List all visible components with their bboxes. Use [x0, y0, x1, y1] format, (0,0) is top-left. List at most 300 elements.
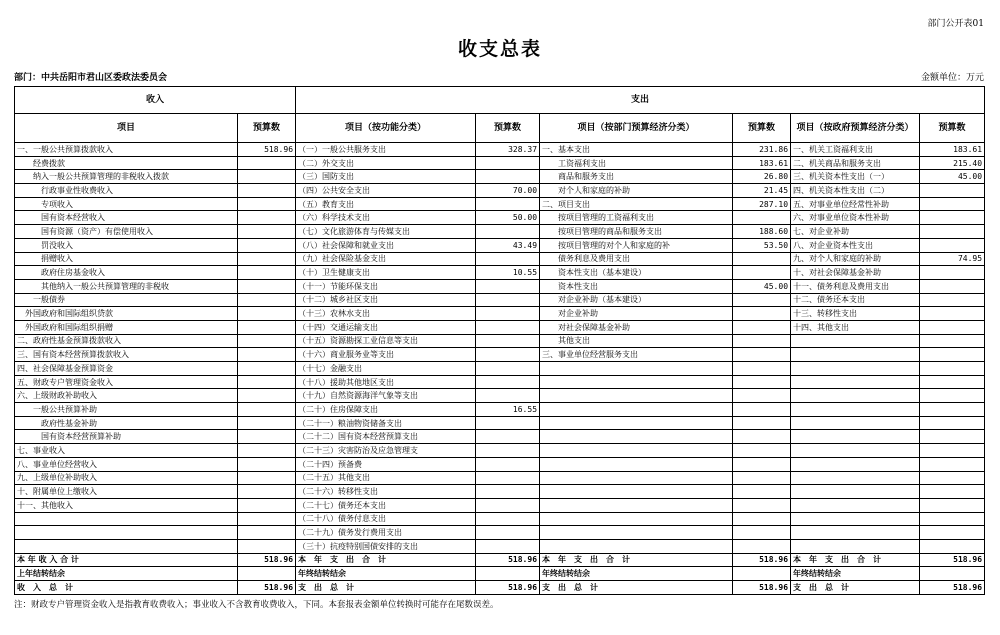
table-row — [15, 416, 985, 430]
budget-cell — [733, 498, 791, 512]
col-header-item: 项目 — [15, 114, 238, 143]
item-cell: 支 出 总 计 — [540, 581, 733, 595]
budget-cell — [476, 307, 540, 321]
table-row — [15, 252, 985, 266]
table-row — [15, 444, 985, 458]
budget-cell: 518.96 — [476, 581, 540, 595]
budget-cell — [476, 444, 540, 458]
item-cell — [540, 444, 733, 458]
item-cell: 资本性支出（基本建设） — [540, 266, 733, 280]
table-row — [15, 581, 985, 595]
budget-cell — [733, 252, 791, 266]
item-cell: 经费拨款 — [15, 156, 238, 170]
item-cell: 十四、其他支出 — [791, 320, 920, 334]
budget-cell: 26.80 — [733, 170, 791, 184]
budget-cell — [476, 526, 540, 540]
budget-cell — [238, 485, 296, 499]
budget-cell — [238, 498, 296, 512]
item-cell: （十八）援助其他地区支出 — [296, 375, 476, 389]
table-row — [15, 512, 985, 526]
item-cell: 纳入一般公共预算管理的非税收入拨款 — [15, 170, 238, 184]
budget-cell — [733, 567, 791, 581]
item-cell — [15, 512, 238, 526]
item-cell: （三十）抗疫特别国债安排的支出 — [296, 539, 476, 553]
budget-cell — [476, 567, 540, 581]
item-cell: 十一、债务利息及费用支出 — [791, 279, 920, 293]
budget-cell — [920, 279, 985, 293]
table-row — [15, 567, 985, 581]
budget-cell — [476, 375, 540, 389]
col-header-budget: 预算数 — [238, 114, 296, 143]
item-cell: 二、政府性基金预算拨款收入 — [15, 334, 238, 348]
budget-cell — [733, 526, 791, 540]
budget-cell — [238, 184, 296, 198]
item-cell: 十、对社会保障基金补助 — [791, 266, 920, 280]
item-cell: 本 年 支 出 合 计 — [791, 553, 920, 567]
budget-cell: 518.96 — [920, 553, 985, 567]
budget-cell: 215.40 — [920, 156, 985, 170]
budget-cell — [733, 471, 791, 485]
budget-cell — [920, 539, 985, 553]
item-cell: 六、上级财政补助收入 — [15, 389, 238, 403]
item-cell: 八、对企业资本性支出 — [791, 238, 920, 252]
budget-cell — [733, 362, 791, 376]
item-cell: 二、项目支出 — [540, 197, 733, 211]
item-cell: 年终结转结余 — [540, 567, 733, 581]
expense-header: 支出 — [296, 87, 985, 114]
budget-cell — [238, 170, 296, 184]
budget-cell — [476, 389, 540, 403]
item-cell: 三、国有资本经营预算拨款收入 — [15, 348, 238, 362]
item-cell — [791, 389, 920, 403]
budget-cell: 50.00 — [476, 211, 540, 225]
budget-cell — [733, 457, 791, 471]
item-cell — [791, 334, 920, 348]
item-cell: 债务利息及费用支出 — [540, 252, 733, 266]
item-cell: （三）国防支出 — [296, 170, 476, 184]
item-cell — [791, 471, 920, 485]
budget-cell — [238, 211, 296, 225]
item-cell: 罚没收入 — [15, 238, 238, 252]
item-cell: 三、机关资本性支出（一） — [791, 170, 920, 184]
item-cell — [791, 457, 920, 471]
budget-cell — [920, 471, 985, 485]
table-row — [15, 485, 985, 499]
item-cell: 上年结转结余 — [15, 567, 238, 581]
budget-cell — [238, 266, 296, 280]
item-cell — [791, 526, 920, 540]
item-cell: 一般债券 — [15, 293, 238, 307]
table-row — [15, 266, 985, 280]
budget-cell: 74.95 — [920, 252, 985, 266]
item-cell: （二）外交支出 — [296, 156, 476, 170]
budget-cell: 70.00 — [476, 184, 540, 198]
budget-cell — [733, 293, 791, 307]
item-cell — [540, 471, 733, 485]
item-cell: 工资福利支出 — [540, 156, 733, 170]
budget-cell — [733, 320, 791, 334]
budget-cell: 183.61 — [920, 143, 985, 157]
budget-cell — [920, 567, 985, 581]
table-row — [15, 362, 985, 376]
item-cell: 其他纳入一般公共预算管理的非税收 — [15, 279, 238, 293]
col-header-budget: 预算数 — [733, 114, 791, 143]
item-cell: 九、对个人和家庭的补助 — [791, 252, 920, 266]
budget-cell — [238, 457, 296, 471]
item-cell: 按项目管理的商品和服务支出 — [540, 225, 733, 239]
col-header-by-gov-econ: 项目（按政府预算经济分类） — [791, 114, 920, 143]
budget-cell: 518.96 — [238, 553, 296, 567]
budget-cell — [920, 307, 985, 321]
item-cell: 支 出 总 计 — [791, 581, 920, 595]
budget-cell: 183.61 — [733, 156, 791, 170]
table-row — [15, 238, 985, 252]
department-label: 部门：中共岳阳市君山区委政法委员会 — [14, 73, 168, 83]
col-header-budget: 预算数 — [476, 114, 540, 143]
budget-cell — [920, 416, 985, 430]
budget-cell: 231.86 — [733, 143, 791, 157]
budget-cell — [920, 184, 985, 198]
item-cell — [791, 512, 920, 526]
header-row-2 — [15, 114, 985, 143]
budget-cell — [238, 539, 296, 553]
budget-cell — [920, 498, 985, 512]
item-cell — [791, 539, 920, 553]
item-cell: （二十六）转移性支出 — [296, 485, 476, 499]
item-cell: （十）卫生健康支出 — [296, 266, 476, 280]
budget-cell — [238, 307, 296, 321]
budget-cell: 518.96 — [733, 553, 791, 567]
item-cell: 五、对事业单位经常性补助 — [791, 197, 920, 211]
table-row — [15, 526, 985, 540]
budget-cell — [733, 266, 791, 280]
budget-cell: 287.10 — [733, 197, 791, 211]
budget-cell — [476, 197, 540, 211]
item-cell — [791, 375, 920, 389]
budget-cell — [238, 320, 296, 334]
item-cell: 一、机关工资福利支出 — [791, 143, 920, 157]
budget-cell — [476, 225, 540, 239]
budget-cell — [476, 252, 540, 266]
item-cell: 行政事业性收费收入 — [15, 184, 238, 198]
budget-cell — [238, 348, 296, 362]
col-header-by-dept-econ: 项目（按部门预算经济分类） — [540, 114, 733, 143]
item-cell: （二十二）国有资本经营预算支出 — [296, 430, 476, 444]
unit-label: 金额单位：万元 — [920, 73, 984, 83]
item-cell: 商品和服务支出 — [540, 170, 733, 184]
item-cell: 二、机关商品和服务支出 — [791, 156, 920, 170]
item-cell: 外国政府和国际组织贷款 — [15, 307, 238, 321]
item-cell: 国有资源（资产）有偿使用收入 — [15, 225, 238, 239]
budget-cell — [920, 334, 985, 348]
budget-cell — [238, 197, 296, 211]
item-cell — [540, 416, 733, 430]
item-cell: 一、基本支出 — [540, 143, 733, 157]
item-cell — [540, 485, 733, 499]
budget-cell — [238, 252, 296, 266]
table-row — [15, 498, 985, 512]
budget-cell — [476, 430, 540, 444]
item-cell — [540, 375, 733, 389]
table-row — [15, 403, 985, 417]
item-cell: （二十一）粮油物资储备支出 — [296, 416, 476, 430]
item-cell — [540, 512, 733, 526]
budget-cell — [476, 293, 540, 307]
item-cell — [15, 526, 238, 540]
item-cell: 十、附属单位上缴收入 — [15, 485, 238, 499]
item-cell: 十一、其他收入 — [15, 498, 238, 512]
item-cell: （二十）住房保障支出 — [296, 403, 476, 417]
item-cell: （十五）资源勘探工业信息等支出 — [296, 334, 476, 348]
page-title: 收支总表 — [457, 38, 542, 60]
budget-cell — [920, 375, 985, 389]
item-cell: 六、对事业单位资本性补助 — [791, 211, 920, 225]
budget-cell — [920, 457, 985, 471]
item-cell — [791, 362, 920, 376]
item-cell: 政府住房基金收入 — [15, 266, 238, 280]
item-cell: 四、社会保障基金预算资金 — [15, 362, 238, 376]
budget-cell: 53.50 — [733, 238, 791, 252]
item-cell — [540, 526, 733, 540]
budget-cell — [238, 375, 296, 389]
item-cell: 本 年 收 入 合 计 — [15, 553, 238, 567]
item-cell — [791, 444, 920, 458]
item-cell — [791, 348, 920, 362]
budget-cell — [733, 307, 791, 321]
item-cell — [540, 403, 733, 417]
budget-cell — [476, 471, 540, 485]
table-row — [15, 143, 985, 157]
item-cell: 收 入 总 计 — [15, 581, 238, 595]
footnote: 注：财政专户管理资金收入是指教育收费收入；事业收入不含教育收费收入，下同。本套报表金额单位转换时可能存在尾数误差。 — [14, 600, 499, 610]
budget-cell — [920, 293, 985, 307]
table-row — [15, 279, 985, 293]
income-header: 收入 — [15, 87, 296, 114]
item-cell: 资本性支出 — [540, 279, 733, 293]
item-cell: （二十八）债务付息支出 — [296, 512, 476, 526]
item-cell — [15, 539, 238, 553]
budget-cell — [733, 485, 791, 499]
item-cell — [540, 389, 733, 403]
item-cell — [791, 403, 920, 417]
item-cell: 年终结转结余 — [791, 567, 920, 581]
budget-cell — [920, 320, 985, 334]
table-row — [15, 471, 985, 485]
budget-cell — [238, 238, 296, 252]
item-cell — [791, 416, 920, 430]
col-header-by-function: 项目（按功能分类） — [296, 114, 476, 143]
budget-cell: 45.00 — [920, 170, 985, 184]
budget-cell: 43.49 — [476, 238, 540, 252]
table-row — [15, 225, 985, 239]
item-cell: （九）社会保险基金支出 — [296, 252, 476, 266]
table-row — [15, 539, 985, 553]
budget-cell — [476, 156, 540, 170]
item-cell — [540, 362, 733, 376]
budget-cell — [476, 348, 540, 362]
item-cell: 国有资本经营预算补助 — [15, 430, 238, 444]
budget-cell: 328.37 — [476, 143, 540, 157]
table-row — [15, 197, 985, 211]
budget-cell — [733, 430, 791, 444]
budget-cell — [476, 512, 540, 526]
budget-cell — [920, 389, 985, 403]
table-row — [15, 457, 985, 471]
item-cell: 年终结转结余 — [296, 567, 476, 581]
budget-cell — [238, 362, 296, 376]
table-row — [15, 553, 985, 567]
budget-cell — [238, 403, 296, 417]
budget-cell: 16.55 — [476, 403, 540, 417]
item-cell: 七、对企业补助 — [791, 225, 920, 239]
item-cell — [540, 457, 733, 471]
item-cell: 按项目管理的对个人和家庭的补 — [540, 238, 733, 252]
item-cell: 七、事业收入 — [15, 444, 238, 458]
item-cell: （六）科学技术支出 — [296, 211, 476, 225]
budget-cell — [733, 375, 791, 389]
item-cell: 对社会保障基金补助 — [540, 320, 733, 334]
item-cell: 本 年 支 出 合 计 — [296, 553, 476, 567]
budget-cell — [238, 279, 296, 293]
table-row — [15, 184, 985, 198]
budget-cell — [476, 416, 540, 430]
item-cell: （十四）交通运输支出 — [296, 320, 476, 334]
item-cell: （十九）自然资源海洋气象等支出 — [296, 389, 476, 403]
item-cell: 对个人和家庭的补助 — [540, 184, 733, 198]
item-cell: （四）公共安全支出 — [296, 184, 476, 198]
budget-cell: 518.96 — [920, 581, 985, 595]
col-header-budget: 预算数 — [920, 114, 985, 143]
budget-cell — [733, 348, 791, 362]
item-cell: 按项目管理的工资福利支出 — [540, 211, 733, 225]
item-cell: （十一）节能环保支出 — [296, 279, 476, 293]
table-row — [15, 170, 985, 184]
item-cell: 其他支出 — [540, 334, 733, 348]
budget-cell: 188.60 — [733, 225, 791, 239]
budget-cell: 518.96 — [476, 553, 540, 567]
item-cell: 政府性基金补助 — [15, 416, 238, 430]
budget-cell — [733, 539, 791, 553]
budget-cell — [476, 334, 540, 348]
budget-cell — [920, 197, 985, 211]
table-row — [15, 334, 985, 348]
item-cell — [540, 498, 733, 512]
budget-cell — [733, 389, 791, 403]
item-cell: （二十七）债务还本支出 — [296, 498, 476, 512]
budget-cell — [920, 444, 985, 458]
budget-cell: 518.96 — [238, 581, 296, 595]
budget-cell — [733, 211, 791, 225]
budget-cell — [238, 334, 296, 348]
budget-cell — [920, 403, 985, 417]
budget-cell: 45.00 — [733, 279, 791, 293]
item-cell: （十六）商业服务业等支出 — [296, 348, 476, 362]
table-row — [15, 389, 985, 403]
table-row — [15, 348, 985, 362]
table-row — [15, 211, 985, 225]
item-cell: 十三、转移性支出 — [791, 307, 920, 321]
budget-cell — [476, 457, 540, 471]
table-row — [15, 307, 985, 321]
budget-cell — [238, 389, 296, 403]
budget-cell — [920, 526, 985, 540]
item-cell: （十三）农林水支出 — [296, 307, 476, 321]
item-cell: （七）文化旅游体育与传媒支出 — [296, 225, 476, 239]
item-cell: 国有资本经营收入 — [15, 211, 238, 225]
budget-cell — [476, 320, 540, 334]
item-cell: （五）教育支出 — [296, 197, 476, 211]
budget-cell — [920, 238, 985, 252]
item-cell: （十二）城乡社区支出 — [296, 293, 476, 307]
budget-cell — [476, 498, 540, 512]
budget-cell — [238, 430, 296, 444]
budget-cell — [920, 485, 985, 499]
item-cell: 对企业补助（基本建设） — [540, 293, 733, 307]
budget-cell — [476, 170, 540, 184]
item-cell — [791, 498, 920, 512]
item-cell: 三、事业单位经营服务支出 — [540, 348, 733, 362]
table-row — [15, 320, 985, 334]
budget-cell — [733, 512, 791, 526]
item-cell — [791, 485, 920, 499]
budget-cell — [238, 471, 296, 485]
item-cell: 专项收入 — [15, 197, 238, 211]
budget-cell — [920, 348, 985, 362]
budget-cell — [238, 567, 296, 581]
budget-cell — [238, 526, 296, 540]
budget-cell — [733, 403, 791, 417]
budget-cell: 518.96 — [238, 143, 296, 157]
budget-cell — [920, 266, 985, 280]
item-cell: 八、事业单位经营收入 — [15, 457, 238, 471]
item-cell: （二十四）预备费 — [296, 457, 476, 471]
item-cell: 一、一般公共预算拨款收入 — [15, 143, 238, 157]
budget-cell — [476, 362, 540, 376]
budget-cell — [733, 334, 791, 348]
budget-cell — [920, 225, 985, 239]
table-row — [15, 430, 985, 444]
item-cell: 四、机关资本性支出（二） — [791, 184, 920, 198]
item-cell — [540, 539, 733, 553]
budget-cell — [476, 279, 540, 293]
item-cell: 本 年 支 出 合 计 — [540, 553, 733, 567]
budget-cell — [238, 512, 296, 526]
form-code: 部门公开表01 — [927, 19, 984, 29]
item-cell: 支 出 总 计 — [296, 581, 476, 595]
item-cell: 一般公共预算补助 — [15, 403, 238, 417]
item-cell: 对企业补助 — [540, 307, 733, 321]
item-cell — [540, 430, 733, 444]
budget-cell — [733, 416, 791, 430]
item-cell: 捐赠收入 — [15, 252, 238, 266]
budget-cell: 10.55 — [476, 266, 540, 280]
table-row — [15, 293, 985, 307]
table-row — [15, 375, 985, 389]
item-cell: （二十五）其他支出 — [296, 471, 476, 485]
budget-cell: 21.45 — [733, 184, 791, 198]
item-cell — [791, 430, 920, 444]
budget-cell — [238, 444, 296, 458]
income-expense-table — [14, 86, 985, 595]
budget-cell — [238, 416, 296, 430]
item-cell: 五、财政专户管理资金收入 — [15, 375, 238, 389]
item-cell: 十二、债务还本支出 — [791, 293, 920, 307]
header-row-1 — [15, 87, 985, 114]
item-cell: （一）一般公共服务支出 — [296, 143, 476, 157]
table-row — [15, 156, 985, 170]
item-cell: （八）社会保障和就业支出 — [296, 238, 476, 252]
budget-cell — [920, 430, 985, 444]
